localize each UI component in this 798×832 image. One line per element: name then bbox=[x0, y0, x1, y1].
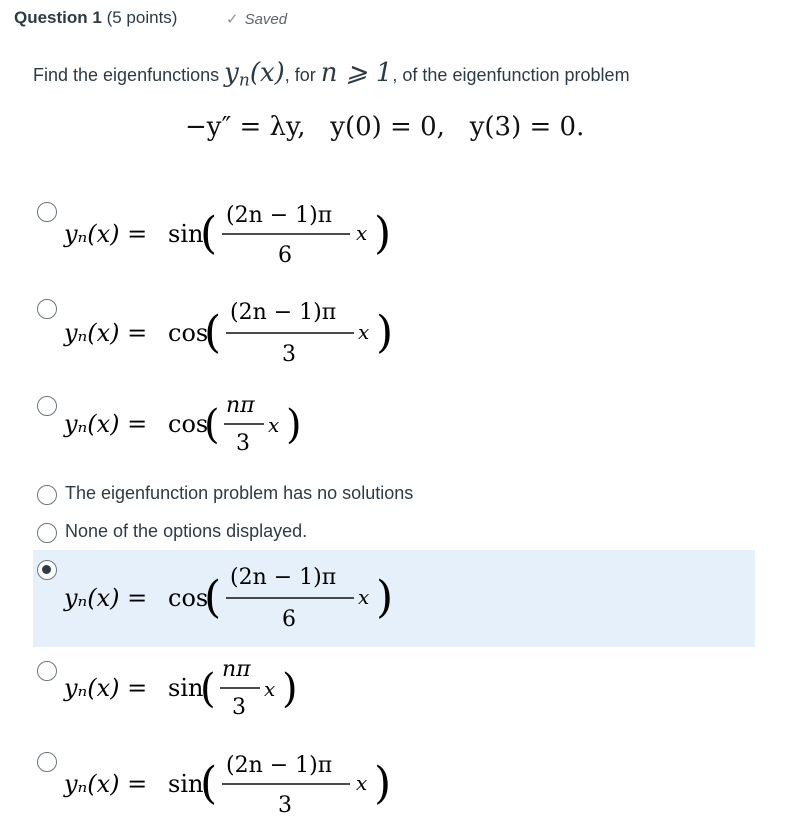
prompt-text-after: , of the eigenfunction problem bbox=[392, 65, 630, 85]
radio-button[interactable] bbox=[37, 396, 57, 416]
option-numerator: nπ bbox=[222, 657, 251, 682]
option-func: cos bbox=[168, 410, 209, 438]
radio-button[interactable] bbox=[37, 485, 57, 505]
answer-option[interactable] bbox=[0, 518, 798, 548]
option-variable: x bbox=[358, 585, 370, 609]
svg-text:): ) bbox=[376, 572, 394, 623]
option-lhs: yₙ(x) = bbox=[64, 319, 148, 347]
option-variable: x bbox=[356, 221, 368, 245]
option-formula bbox=[60, 287, 480, 373]
prompt-text-before: Find the eigenfunctions bbox=[33, 65, 220, 85]
option-numerator: (2n − 1)π bbox=[230, 300, 337, 325]
prompt-condition: n ⩾ 1 bbox=[320, 58, 393, 88]
option-denominator: 3 bbox=[282, 342, 296, 367]
option-formula bbox=[60, 190, 480, 276]
option-func: sin bbox=[168, 770, 204, 798]
answer-option-selected[interactable] bbox=[33, 550, 755, 647]
question-header bbox=[14, 8, 177, 28]
option-denominator: 6 bbox=[278, 243, 292, 268]
option-numerator: (2n − 1)π bbox=[226, 203, 333, 228]
answer-option[interactable] bbox=[0, 287, 798, 373]
radio-button[interactable] bbox=[37, 202, 57, 222]
svg-text:(: ( bbox=[200, 208, 218, 259]
prompt-text-mid: , for bbox=[284, 65, 316, 85]
option-formula bbox=[60, 742, 480, 830]
option-formula bbox=[60, 384, 360, 466]
option-denominator: 3 bbox=[232, 695, 246, 720]
saved-status bbox=[226, 10, 287, 28]
option-label: None of the options displayed. bbox=[65, 521, 308, 541]
option-variable: x bbox=[268, 413, 280, 437]
option-label: The eigenfunction problem has no solutions bbox=[65, 483, 414, 503]
option-denominator: 6 bbox=[282, 607, 296, 632]
radio-button[interactable] bbox=[37, 752, 57, 772]
option-lhs: yₙ(x) = bbox=[64, 674, 148, 702]
svg-text:(: ( bbox=[204, 402, 220, 448]
answer-option[interactable] bbox=[0, 384, 798, 466]
prompt-fn-arg: (x) bbox=[249, 58, 285, 88]
svg-text:): ) bbox=[374, 208, 392, 259]
svg-text:(: ( bbox=[204, 307, 222, 358]
option-lhs: yₙ(x) = bbox=[64, 770, 148, 798]
eigen-equation: −y″ = λy, y(0) = 0, y(3) = 0. bbox=[185, 112, 585, 142]
prompt-fn-sub: n bbox=[238, 70, 250, 91]
option-lhs: yₙ(x) = bbox=[64, 410, 148, 438]
prompt-fn: y bbox=[224, 58, 239, 88]
svg-text:(: ( bbox=[200, 758, 218, 809]
option-lhs: yₙ(x) = bbox=[64, 220, 148, 248]
option-numerator: nπ bbox=[226, 393, 255, 418]
option-lhs: yₙ(x) = bbox=[64, 584, 148, 612]
question-title: Question 1 bbox=[14, 8, 102, 27]
option-func: sin bbox=[168, 674, 204, 702]
question-prompt bbox=[33, 58, 630, 91]
radio-button[interactable] bbox=[37, 299, 57, 319]
option-formula bbox=[60, 656, 360, 738]
option-numerator: (2n − 1)π bbox=[226, 753, 333, 778]
answer-option[interactable] bbox=[0, 480, 798, 510]
option-func: cos bbox=[168, 319, 209, 347]
answer-option[interactable] bbox=[0, 190, 798, 276]
radio-button[interactable] bbox=[37, 661, 57, 681]
answer-option[interactable] bbox=[0, 742, 798, 830]
svg-text:(: ( bbox=[200, 666, 216, 712]
option-variable: x bbox=[264, 677, 276, 701]
saved-label: Saved bbox=[244, 11, 288, 28]
option-func: sin bbox=[168, 220, 204, 248]
svg-text:): ) bbox=[286, 402, 302, 448]
svg-text:): ) bbox=[282, 666, 298, 712]
option-variable: x bbox=[358, 320, 370, 344]
radio-button-selected[interactable] bbox=[37, 560, 57, 580]
check-icon: ✓ bbox=[226, 11, 239, 28]
svg-text:): ) bbox=[376, 307, 394, 358]
option-func: cos bbox=[168, 584, 209, 612]
option-denominator: 3 bbox=[278, 793, 292, 818]
option-denominator: 3 bbox=[236, 431, 250, 456]
radio-button[interactable] bbox=[37, 523, 57, 543]
svg-text:(: ( bbox=[204, 572, 222, 623]
answer-option[interactable] bbox=[0, 656, 798, 738]
question-points: (5 points) bbox=[106, 8, 178, 27]
option-numerator: (2n − 1)π bbox=[230, 565, 337, 590]
option-variable: x bbox=[356, 771, 368, 795]
option-formula bbox=[60, 550, 480, 647]
svg-text:): ) bbox=[374, 758, 392, 809]
